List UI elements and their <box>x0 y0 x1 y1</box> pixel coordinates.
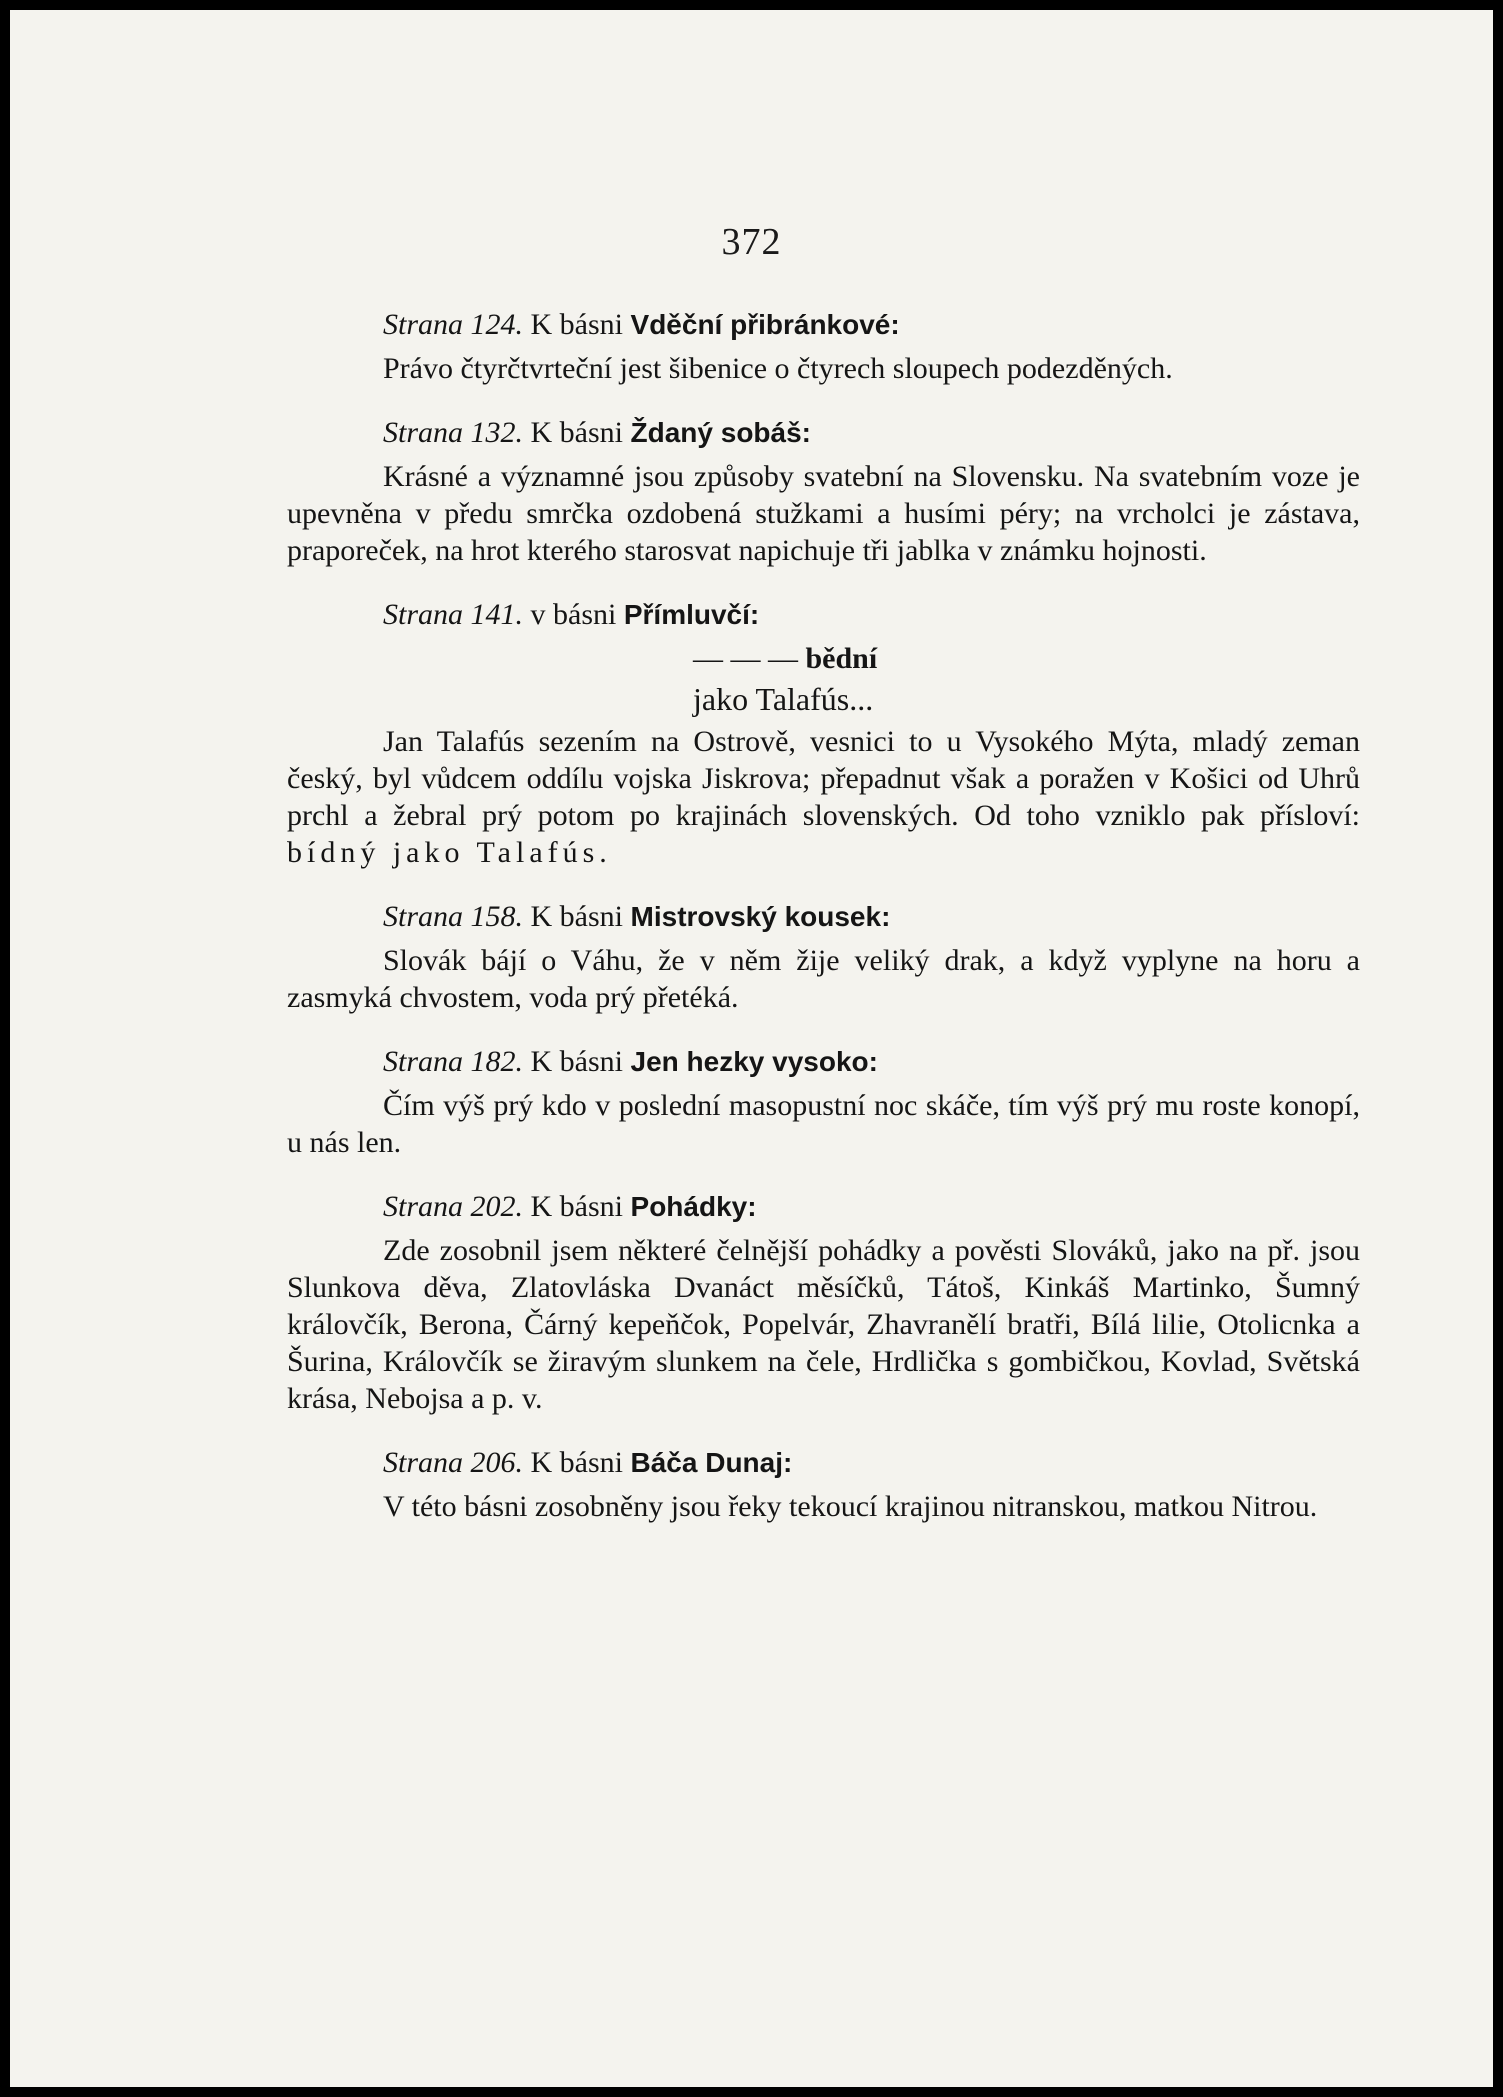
reference-prefix: K básni <box>523 308 631 341</box>
note-strana-158 <box>287 898 1360 1016</box>
page-reference: Strana 182. <box>383 1045 524 1078</box>
note-text-main: Jan Talafús sezením na Ostrově, vesnici to u Vysokého Mýta, mladý zeman český, byl vůdcem oddílu vojska Jiskrova; přepadnut však a poražen v Košici od Uhrů prchl a žebral prý potom po krajinách slovenských. Od toho vzniklo pak přísloví: <box>287 725 1360 832</box>
poem-title: Ždaný sobáš: <box>630 417 811 448</box>
page-reference: Strana 202. <box>383 1190 524 1223</box>
note-reference <box>383 414 1360 451</box>
note-reference <box>383 1444 1360 1481</box>
note-text: Zde zosobnil jsem některé čelnější pohádky a pověsti Slováků, jako na př. jsou Slunkova děva, Zlatovláska Dvanáct měsíčků, Tátoš, Kinkáš Martinko, Šumný královčík, Berona, Čárný kepeňčok, Popelvár, Zhavranělí bratři, Bílá lilie, Otolicnka a Šurina, Královčík se žiravým slunkem na čele, Hrdlička s gombičkou, Kovlad, Světská krása, Nebojsa a p. v. <box>287 1234 1360 1415</box>
notes-section <box>287 306 1360 1552</box>
note-strana-124 <box>287 306 1360 387</box>
note-reference <box>383 1043 1360 1080</box>
note-reference <box>383 898 1360 935</box>
reference-prefix: K básni <box>523 416 631 449</box>
note-strana-206 <box>287 1444 1360 1525</box>
poem-title: Mistrovský kousek: <box>630 901 891 932</box>
poem-title: Přímluvčí: <box>623 599 760 630</box>
reference-prefix: K básni <box>523 1190 631 1223</box>
quoted-verse-line-1 <box>693 640 1360 677</box>
note-text <box>287 723 1360 871</box>
note-strana-132 <box>287 414 1360 569</box>
page-reference: Strana 124. <box>383 308 524 341</box>
note-reference <box>383 306 1360 343</box>
reference-prefix: K básni <box>523 1446 631 1479</box>
reference-prefix: K básni <box>523 900 631 933</box>
note-reference <box>383 1188 1360 1225</box>
page-reference: Strana 132. <box>383 416 524 449</box>
reference-prefix: v básni <box>523 598 624 631</box>
quoted-verse-line-2: jako Talafús... <box>693 681 874 717</box>
note-reference <box>383 596 1360 633</box>
proverb-text: bídný jako Talafús. <box>287 836 612 869</box>
reference-prefix: K básni <box>523 1045 631 1078</box>
note-strana-182 <box>287 1043 1360 1161</box>
note-text: Slovák bájí o Váhu, že v něm žije veliký drak, a když vyplyne na horu a zasmyká chvostem, voda prý přetéká. <box>287 944 1360 1014</box>
poem-title: Pohádky: <box>630 1191 757 1222</box>
page-reference: Strana 141. <box>383 598 524 631</box>
book-page <box>10 10 1493 2087</box>
page-reference: Strana 206. <box>383 1446 524 1479</box>
poem-title: Báča Dunaj: <box>630 1447 793 1478</box>
poem-title: Vděční přibránkové: <box>630 309 900 340</box>
note-text: V této básni zosobněny jsou řeky tekoucí krajinou nitranskou, matkou Nitrou. <box>383 1490 1318 1523</box>
note-text: Krásné a významné jsou způsoby svatební na Slovensku. Na svatebním voze je upevněna v předu smrčka ozdobená stužkami a husími péry; na vrcholci je zástava, praporeček, na hrot kterého starosvat napichuje tři jablka v známku hojnosti. <box>287 460 1360 567</box>
note-text: Právo čtyrčtvrteční jest šibenice o čtyrech sloupech podezděných. <box>383 352 1173 385</box>
note-strana-141 <box>287 596 1360 871</box>
page-reference: Strana 158. <box>383 900 524 933</box>
poem-title: Jen hezky vysoko: <box>630 1046 878 1077</box>
page-number: 372 <box>721 221 782 263</box>
verse-word: bědní <box>805 642 878 675</box>
note-text: Čím výš prý kdo v poslední masopustní noc skáče, tím výš prý mu roste konopí, u nás len. <box>287 1089 1360 1159</box>
note-strana-202 <box>287 1188 1360 1417</box>
verse-dashes: — — — <box>693 642 806 675</box>
